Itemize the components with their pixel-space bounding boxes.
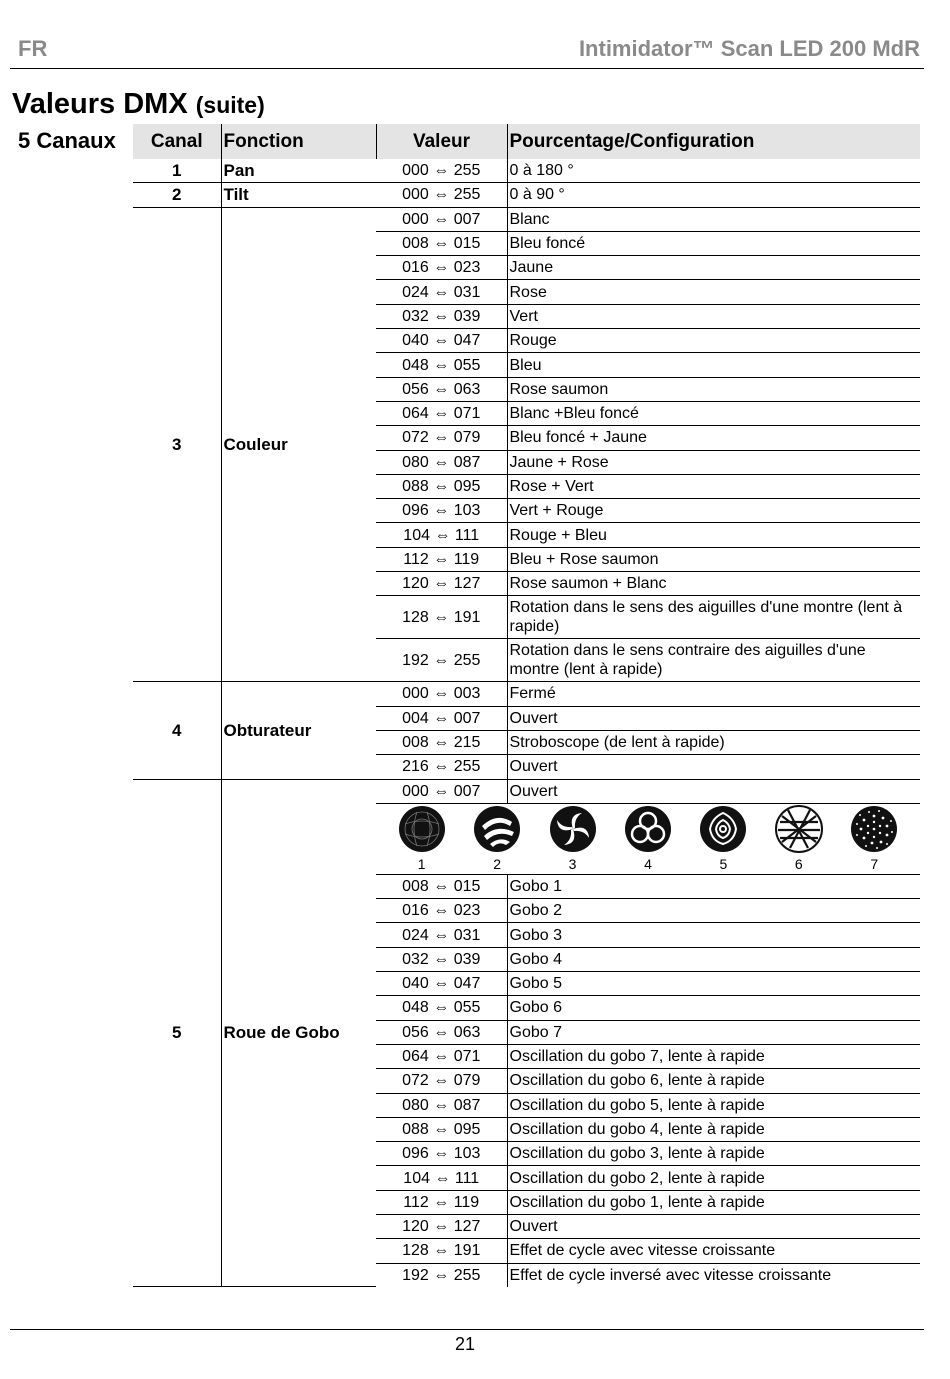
table-row: [133, 159, 920, 183]
config-cell: Rose saumon + Blanc: [507, 572, 920, 596]
gobo-number-label: 3: [568, 855, 577, 872]
config-cell: Gobo 4: [507, 947, 920, 971]
canal-cell: 4: [133, 682, 221, 779]
gobo-number-label: 6: [794, 855, 803, 872]
gobo-number-label: 4: [644, 855, 652, 872]
config-cell: Ouvert: [507, 706, 920, 730]
valeur-cell: 040 ⇔ 047: [376, 972, 507, 996]
config-cell: Oscillation du gobo 3, lente à rapide: [507, 1142, 920, 1166]
config-cell: Effet de cycle avec vitesse croissante: [507, 1239, 920, 1263]
table-row: [133, 207, 920, 231]
title-suite: (suite): [195, 92, 265, 118]
gobo-images-cell: [376, 803, 920, 874]
table-row: [133, 183, 920, 207]
config-cell: Ouvert: [507, 755, 920, 779]
mode-label: 5 Canaux: [18, 128, 116, 153]
valeur-cell: 072 ⇔ 079: [376, 426, 507, 450]
valeur-cell: 004 ⇔ 007: [376, 706, 507, 730]
config-cell: 0 à 90 °: [507, 183, 920, 207]
config-cell: Oscillation du gobo 5, lente à rapide: [507, 1093, 920, 1117]
config-cell: Bleu + Rose saumon: [507, 547, 920, 571]
config-cell: Vert + Rouge: [507, 499, 920, 523]
valeur-cell: 000 ⇔ 255: [376, 183, 507, 207]
valeur-cell: 000 ⇔ 007: [376, 779, 507, 803]
footer-rule: [10, 1329, 924, 1330]
valeur-cell: 104 ⇔ 111: [376, 523, 507, 547]
gobo-5-icon: [693, 804, 753, 874]
canal-cell: 2: [133, 183, 221, 207]
page-number: 21: [454, 1334, 476, 1354]
config-cell: Ouvert: [507, 1214, 920, 1238]
config-cell: Oscillation du gobo 1, lente à rapide: [507, 1190, 920, 1214]
gobo-7-icon: [844, 804, 904, 874]
valeur-cell: 120 ⇔ 127: [376, 572, 507, 596]
valeur-cell: 080 ⇔ 087: [376, 1093, 507, 1117]
valeur-cell: 064 ⇔ 071: [376, 1044, 507, 1068]
page-title: [12, 88, 265, 121]
config-cell: Stroboscope (de lent à rapide): [507, 730, 920, 754]
valeur-cell: 216 ⇔ 255: [376, 755, 507, 779]
config-cell: Bleu foncé + Jaune: [507, 426, 920, 450]
config-cell: Rouge: [507, 329, 920, 353]
valeur-cell: 000 ⇔ 003: [376, 682, 507, 706]
config-cell: Gobo 3: [507, 923, 920, 947]
config-cell: Blanc: [507, 207, 920, 231]
col-header-canal: Canal: [133, 124, 221, 159]
config-cell: Fermé: [507, 682, 920, 706]
config-cell: Rose saumon: [507, 377, 920, 401]
config-cell: Gobo 5: [507, 972, 920, 996]
valeur-cell: 064 ⇔ 071: [376, 401, 507, 425]
config-cell: Rose: [507, 280, 920, 304]
valeur-cell: 096 ⇔ 103: [376, 1142, 507, 1166]
valeur-cell: 008 ⇔ 015: [376, 231, 507, 255]
col-header-config: Pourcentage/Configuration: [507, 124, 920, 159]
canal-cell: 1: [133, 159, 221, 183]
canal-cell: 5: [133, 779, 221, 1287]
valeur-cell: 096 ⇔ 103: [376, 499, 507, 523]
gobo-2-icon: [467, 804, 527, 874]
gobo-4-icon: [618, 804, 678, 874]
config-cell: Oscillation du gobo 7, lente à rapide: [507, 1044, 920, 1068]
col-header-valeur: Valeur: [376, 124, 507, 159]
valeur-cell: 192 ⇔ 255: [376, 1263, 507, 1287]
table-row: [133, 779, 920, 803]
valeur-cell: 048 ⇔ 055: [376, 353, 507, 377]
config-cell: Bleu foncé: [507, 231, 920, 255]
config-cell: Rouge + Bleu: [507, 523, 920, 547]
valeur-cell: 024 ⇔ 031: [376, 280, 507, 304]
valeur-cell: 112 ⇔ 119: [376, 1190, 507, 1214]
valeur-cell: 088 ⇔ 095: [376, 1117, 507, 1141]
config-cell: Oscillation du gobo 6, lente à rapide: [507, 1069, 920, 1093]
fonction-cell: Roue de Gobo: [221, 779, 376, 1287]
config-cell: Gobo 6: [507, 996, 920, 1020]
config-cell: Bleu: [507, 353, 920, 377]
valeur-cell: 080 ⇔ 087: [376, 450, 507, 474]
config-cell: Ouvert: [507, 779, 920, 803]
config-cell: Jaune: [507, 256, 920, 280]
gobo-number-label: 2: [493, 855, 502, 872]
fonction-cell: Pan: [221, 159, 376, 183]
config-cell: Gobo 1: [507, 874, 920, 898]
config-cell: Jaune + Rose: [507, 450, 920, 474]
valeur-cell: 072 ⇔ 079: [376, 1069, 507, 1093]
config-cell: Oscillation du gobo 2, lente à rapide: [507, 1166, 920, 1190]
dmx-values-table: [133, 124, 920, 1287]
valeur-cell: 000 ⇔ 007: [376, 207, 507, 231]
config-cell: Vert: [507, 304, 920, 328]
valeur-cell: 032 ⇔ 039: [376, 304, 507, 328]
valeur-cell: 128 ⇔ 191: [376, 596, 507, 639]
valeur-cell: 024 ⇔ 031: [376, 923, 507, 947]
gobo-number-label: 1: [417, 855, 426, 872]
config-cell: Oscillation du gobo 4, lente à rapide: [507, 1117, 920, 1141]
canal-cell: 3: [133, 207, 221, 682]
gobo-1-icon: [392, 804, 452, 874]
gobo-3-icon: [543, 804, 603, 874]
config-cell: Effet de cycle inversé avec vitesse croissante: [509, 1266, 832, 1284]
table-row: [133, 682, 920, 706]
valeur-cell: 016 ⇔ 023: [376, 899, 507, 923]
valeur-cell: 008 ⇔ 015: [376, 874, 507, 898]
gobo-6-icon: [769, 804, 829, 874]
config-cell: Blanc +Bleu foncé: [507, 401, 920, 425]
valeur-cell: 016 ⇔ 023: [376, 256, 507, 280]
valeur-cell: 040 ⇔ 047: [376, 329, 507, 353]
fonction-cell: Couleur: [221, 207, 376, 682]
config-cell: 0 à 180 °: [507, 159, 920, 183]
fonction-cell: Obturateur: [221, 682, 376, 779]
valeur-cell: 128 ⇔ 191: [376, 1239, 507, 1263]
valeur-cell: 048 ⇔ 055: [376, 996, 507, 1020]
config-cell: Rotation dans le sens des aiguilles d'une montre (lent à rapide): [507, 596, 920, 639]
valeur-cell: 104 ⇔ 111: [376, 1166, 507, 1190]
col-header-fonction: Fonction: [221, 124, 376, 159]
config-cell: Gobo 7: [507, 1020, 920, 1044]
valeur-cell: 008 ⇔ 215: [376, 730, 507, 754]
table-header-row: [133, 124, 920, 159]
valeur-cell: 056 ⇔ 063: [376, 377, 507, 401]
config-cell: Rose + Vert: [507, 474, 920, 498]
valeur-cell: 120 ⇔ 127: [376, 1214, 507, 1238]
header-rule: [10, 68, 924, 69]
header-language: FR: [18, 36, 48, 61]
gobo-number-label: 7: [870, 855, 879, 872]
valeur-cell: 088 ⇔ 095: [376, 474, 507, 498]
config-cell: Gobo 2: [507, 899, 920, 923]
gobo-number-label: 5: [719, 855, 728, 872]
fonction-cell: Tilt: [221, 183, 376, 207]
title-main: Valeurs DMX: [12, 88, 188, 120]
valeur-cell: 056 ⇔ 063: [376, 1020, 507, 1044]
valeur-cell: 112 ⇔ 119: [376, 547, 507, 571]
valeur-cell: 032 ⇔ 039: [376, 947, 507, 971]
header-model-name: Intimidator™ Scan LED 200 MdR: [578, 36, 920, 61]
valeur-cell: 192 ⇔ 255: [376, 639, 507, 682]
valeur-cell: 000 ⇔ 255: [376, 159, 507, 183]
config-cell: Rotation dans le sens contraire des aiguilles d'une montre (lent à rapide): [507, 639, 920, 682]
